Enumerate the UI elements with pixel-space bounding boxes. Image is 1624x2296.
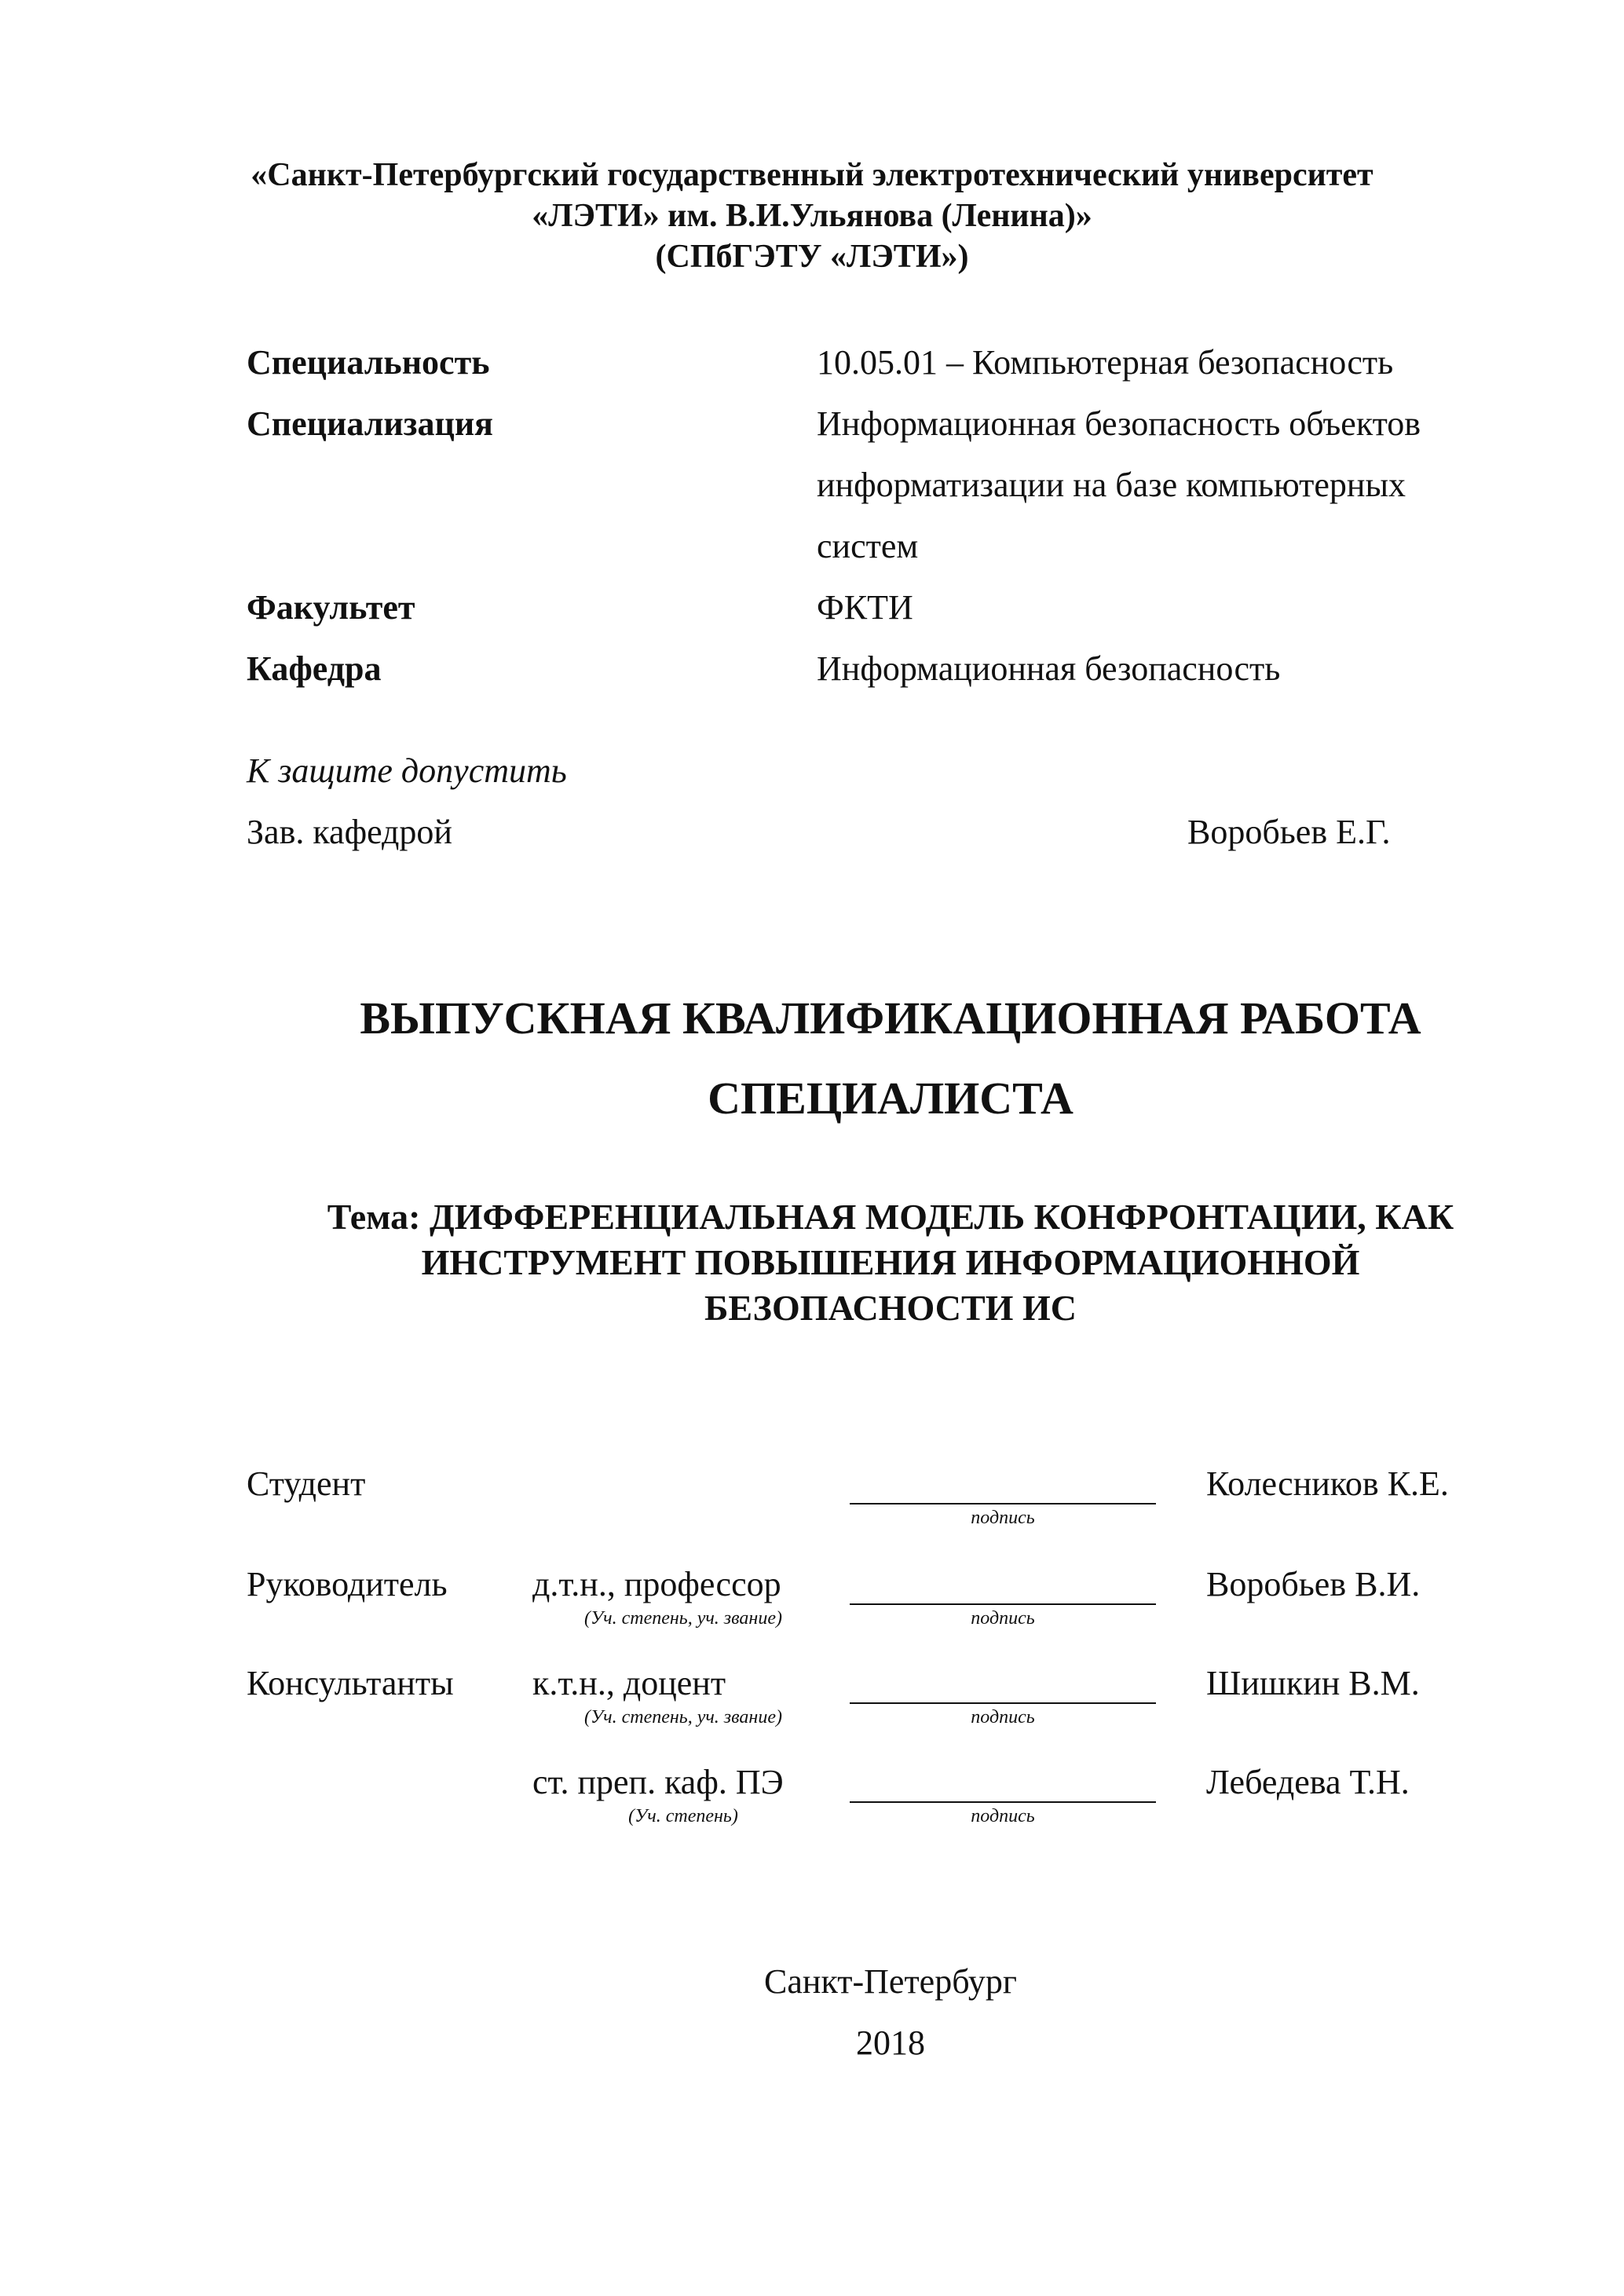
student-signature-line (850, 1503, 1156, 1504)
thesis-title-line-1: ВЫПУСКНАЯ КВАЛИФИКАЦИОННАЯ РАБОТА (360, 993, 1421, 1044)
consultant-1-signature-line (850, 1702, 1156, 1704)
consultants-role: Консультанты (247, 1664, 454, 1702)
faculty-label: Факультет (247, 588, 415, 627)
head-of-department-name: Воробьев Е.Г. (1187, 813, 1391, 851)
consultant-2-name: Лебедева Т.Н. (1206, 1763, 1410, 1801)
footer-year: 2018 (856, 2024, 925, 2062)
admit-to-defense: К защите допустить (247, 751, 567, 790)
consultant-1-signature-caption: подпись (971, 1707, 1035, 1727)
department-label: Кафедра (247, 649, 382, 688)
supervisor-signature-caption: подпись (971, 1608, 1035, 1629)
supervisor-degree-caption: (Уч. степень, уч. звание) (584, 1608, 782, 1629)
student-signature-caption: подпись (971, 1508, 1035, 1528)
supervisor-signature-line (850, 1603, 1156, 1605)
university-abbreviation: (СПбГЭТУ «ЛЭТИ») (655, 239, 969, 275)
consultant-2-degree: ст. преп. каф. ПЭ (532, 1763, 784, 1801)
consultant-2-degree-caption: (Уч. степень) (628, 1806, 738, 1826)
specialty-label: Специальность (247, 343, 490, 382)
faculty-value: ФКТИ (817, 588, 913, 627)
department-value: Информационная безопасность (817, 649, 1281, 688)
university-name-line-2: «ЛЭТИ» им. В.И.Ульянова (Ленина)» (532, 198, 1092, 234)
consultant-1-degree: к.т.н., доцент (532, 1664, 726, 1702)
student-name: Колесников К.Е. (1206, 1464, 1449, 1503)
consultant-2-signature-line (850, 1801, 1156, 1803)
student-role: Студент (247, 1464, 366, 1503)
head-of-department-label: Зав. кафедрой (247, 813, 452, 851)
supervisor-degree: д.т.н., профессор (532, 1565, 781, 1603)
topic-line-2: ИНСТРУМЕНТ ПОВЫШЕНИЯ ИНФОРМАЦИОННОЙ (421, 1242, 1360, 1282)
thesis-title-line-2: СПЕЦИАЛИСТА (708, 1073, 1074, 1124)
consultant-1-degree-caption: (Уч. степень, уч. звание) (584, 1707, 782, 1727)
supervisor-name: Воробьев В.И. (1206, 1565, 1421, 1603)
specialty-value: 10.05.01 – Компьютерная безопасность (817, 343, 1394, 382)
specialization-label: Специализация (247, 404, 493, 443)
university-name-line-1: «Санкт-Петербургский государственный электротехнический университет (251, 157, 1373, 193)
supervisor-role: Руководитель (247, 1565, 448, 1603)
consultant-1-name: Шишкин В.М. (1206, 1664, 1420, 1702)
consultant-2-signature-caption: подпись (971, 1806, 1035, 1826)
topic-line-3: БЕЗОПАСНОСТИ ИС (704, 1288, 1077, 1328)
specialization-value: Информационная безопасность объектов информатизации на базе компьютерных систем (817, 404, 1421, 565)
topic-line-1: Тема: ДИФФЕРЕНЦИАЛЬНАЯ МОДЕЛЬ КОНФРОНТАЦИИ, КАК (327, 1197, 1454, 1237)
footer-city: Санкт-Петербург (764, 1962, 1017, 2001)
